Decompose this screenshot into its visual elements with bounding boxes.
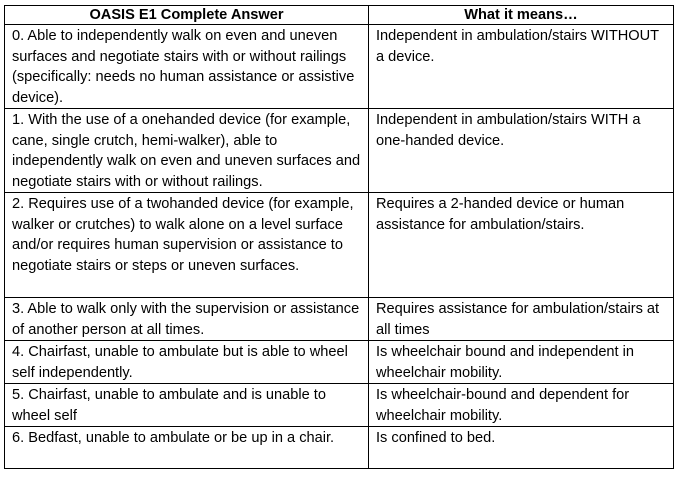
table-row [5, 193, 674, 298]
header-answer: OASIS E1 Complete Answer [5, 6, 369, 25]
oasis-e1-table [4, 5, 674, 469]
meaning-cell: Independent in ambulation/stairs WITHOUT a device. [369, 25, 674, 109]
meaning-cell: Is wheelchair bound and independent in wheelchair mobility. [369, 341, 674, 384]
table-row [5, 384, 674, 427]
answer-cell: 1. With the use of a onehanded device (for example, cane, single crutch, hemi-walker), able to independently walk on even and uneven surfaces and negotiate stairs with or without railings. [5, 109, 369, 193]
meaning-cell: Is wheelchair-bound and dependent for wheelchair mobility. [369, 384, 674, 427]
table-row [5, 109, 674, 193]
answer-cell: 2. Requires use of a twohanded device (for example, walker or crutches) to walk alone on a level surface and/or requires human supervision or assistance to negotiate stairs or steps or uneven surfaces. [5, 193, 369, 298]
answer-cell: 5. Chairfast, unable to ambulate and is unable to wheel self [5, 384, 369, 427]
header-meaning: What it means… [369, 6, 674, 25]
table-row [5, 298, 674, 341]
answer-cell: 6. Bedfast, unable to ambulate or be up in a chair. [5, 427, 369, 469]
meaning-cell: Independent in ambulation/stairs WITH a one-handed device. [369, 109, 674, 193]
answer-cell: 4. Chairfast, unable to ambulate but is able to wheel self independently. [5, 341, 369, 384]
table-row [5, 427, 674, 469]
answer-cell: 3. Able to walk only with the supervision or assistance of another person at all times. [5, 298, 369, 341]
header-row [5, 6, 674, 25]
meaning-cell: Requires assistance for ambulation/stairs at all times [369, 298, 674, 341]
table-row [5, 25, 674, 109]
meaning-cell: Is confined to bed. [369, 427, 674, 469]
meaning-cell: Requires a 2-handed device or human assistance for ambulation/stairs. [369, 193, 674, 298]
table-row [5, 341, 674, 384]
answer-cell: 0. Able to independently walk on even and uneven surfaces and negotiate stairs with or without railings (specifically: needs no human assistance or assistive device). [5, 25, 369, 109]
